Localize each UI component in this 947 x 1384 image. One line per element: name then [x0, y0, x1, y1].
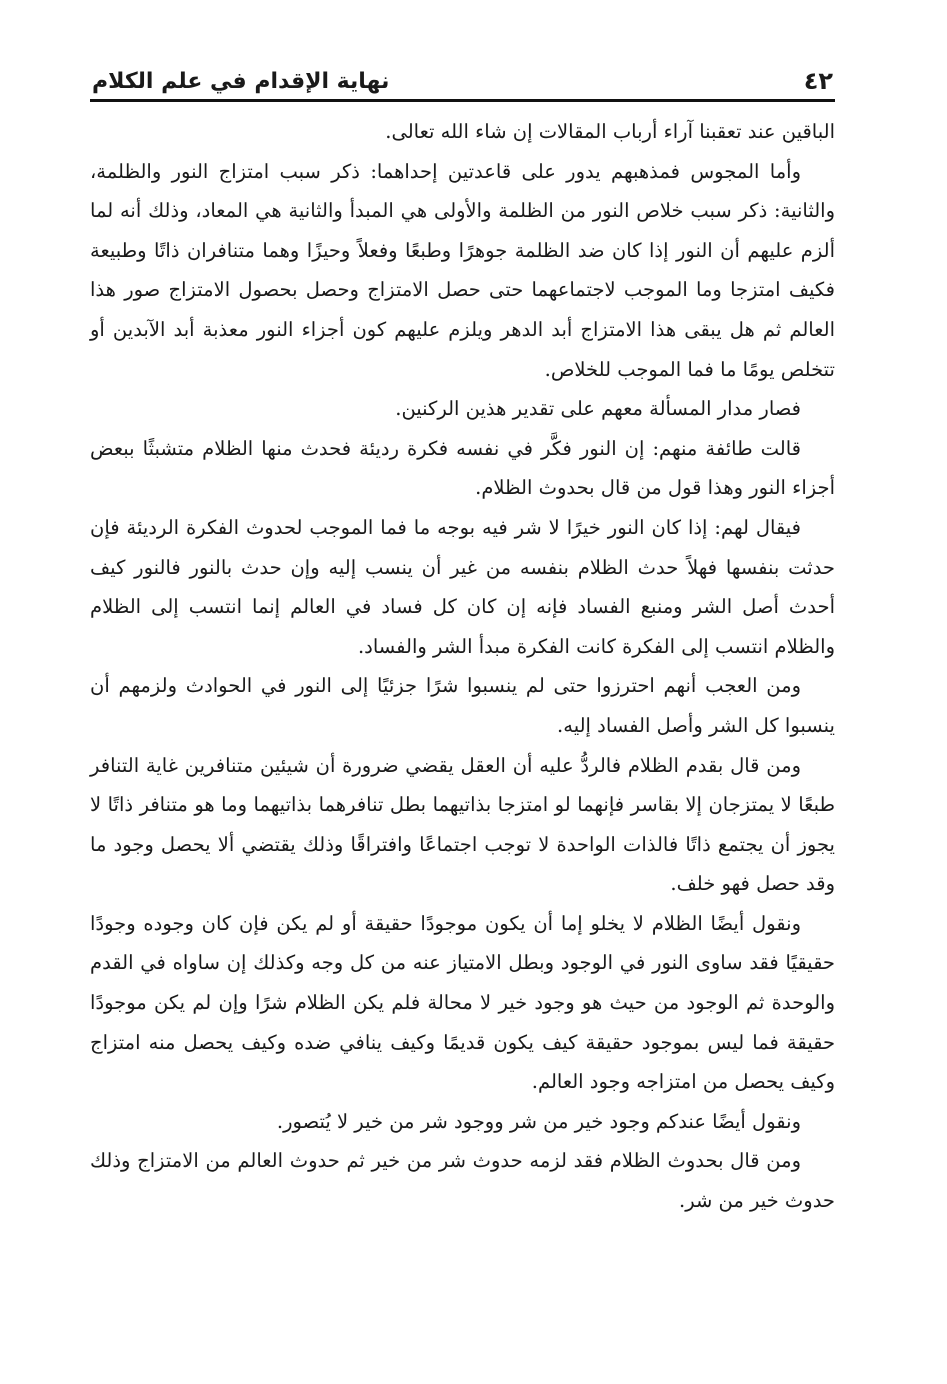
paragraph: فيقال لهم: إذا كان النور خيرًا لا شر فيه بوجه ما فما الموجب لحدوث الفكرة الرديئة فإن حدثت بنفسها فهلاً حدث الظلام بنفسه من غير أن ينسب إليه وإن حدث بالنور فالنور كيف أحدث أصل الشر ومنبع الفساد فإنه إن كان كل فساد في العالم إنما انتسب إلى الظلام والظلام انتسب إلى الفكرة كانت الفكرة مبدأ الشر والفساد. — [90, 515, 835, 658]
book-page — [90, 58, 835, 1358]
paragraph: ومن قال بقدم الظلام فالردُّ عليه أن العقل يقضي ضرورة أن شيئين متنافرين غاية التنافر طبعًا لا يمتزجان إلا بقاسر فإنهما لو امتزجا بذاتيهما بطل تنافرهما بذاتيهما وما هو متنافر ذاتًا لا يجوز أن يجتمع ذاتًا فالذات الواحدة لا توجب اجتماعًا وافتراقًا وذلك يقتضي ألا يحصل وجود ما وقد حصل فهو خلف. — [90, 753, 835, 896]
paragraph: ونقول أيضًا الظلام لا يخلو إما أن يكون موجودًا حقيقة أو لم يكن فإن كان وجوده وجودًا حقيقيًا فقد ساوى النور في الوجود وبطل الامتياز عنه من كل وجه وكذلك إن ساواه في القدم والوحدة ثم الوجود من حيث هو وجود خير لا محالة فلم يكن الظلام شرًا وإن لم يكن موجودًا حقيقة فما ليس بموجود حقيقة كيف يكون قديمًا وكيف ينافي ضده وكيف يحصل منه امتزاج وكيف يحصل من امتزاجه وجود العالم. — [90, 911, 835, 1094]
book-title: نهاية الإقدام في علم الكلام — [92, 69, 390, 94]
paragraph: ونقول أيضًا عندكم وجود خير من شر ووجود شر من خير لا يُتصور. — [276, 1109, 801, 1133]
body-text — [90, 112, 835, 1221]
paragraph: ومن العجب أنهم احترزوا حتى لم ينسبوا شرًا جزئيًا إلى النور في الحوادث ولزمهم أن ينسبوا كل الشر وأصل الفساد إليه. — [90, 674, 835, 737]
paragraph: الباقين عند تعقبنا آراء أرباب المقالات إن شاء الله تعالى. — [385, 120, 835, 143]
paragraph: ومن قال بحدوث الظلام فقد لزمه حدوث شر من خير ثم حدوث العالم من الامتزاج وذلك حدوث خير من شر. — [90, 1149, 835, 1213]
paragraph: فصار مدار المسألة معهم على تقدير هذين الركنين. — [395, 397, 801, 421]
paragraph: قالت طائفة منهم: إن النور فكَّر في نفسه فكرة رديئة فحدث منها الظلام متشبثًا ببعض أجزاء النور وهذا قول من قال بحدوث الظلام. — [90, 436, 835, 500]
page-number: ٤٢ — [803, 67, 833, 95]
running-header — [90, 58, 835, 102]
paragraph: وأما المجوس فمذهبهم يدور على قاعدتين إحداهما: ذكر سبب امتزاج النور والظلمة، والثانية: ذكر سبب خلاص النور من الظلمة والأولى هي المبدأ والثانية هي المعاد، وذلك أنه لما ألزم عليهم أن النور إذا كان ضد الظلمة جوهرًا وطبعًا وفعلاً وحيزًا وهما متنافران ذاتًا وطبيعة فكيف امتزجا وما الموجب لاجتماعهما حتى حصل الامتزاج وحصل بحصول الامتزاج صور هذا العالم ثم هل يبقى هذا الامتزاج أبد الدهر ويلزم عليهم كون أجزاء النور معذبة أبد الآبدين أو تتخلص يومًا ما فما الموجب للخلاص. — [90, 159, 835, 381]
